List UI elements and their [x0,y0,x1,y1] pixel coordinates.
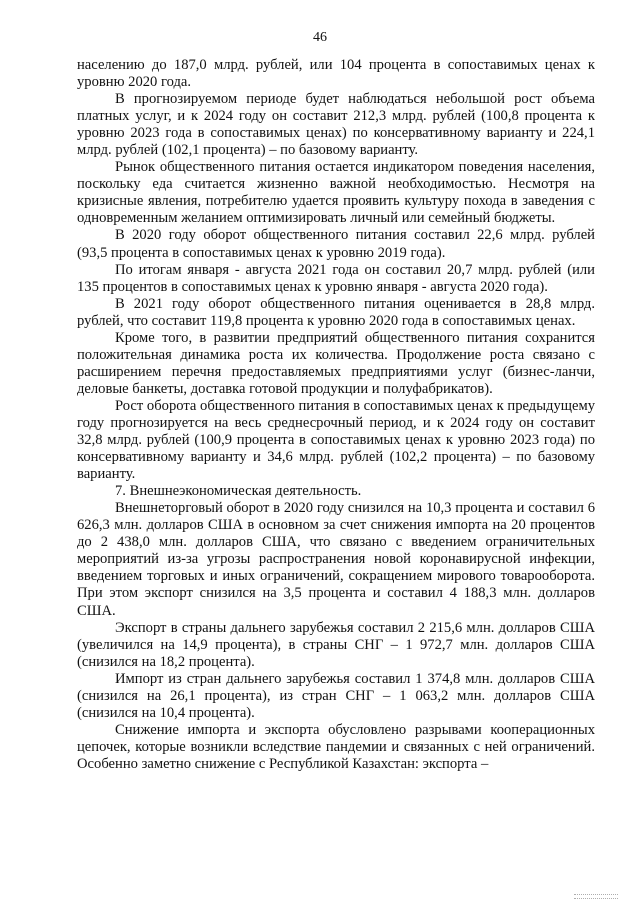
page-number: 46 [313,30,327,45]
paragraph: В прогнозируемом периоде будет наблюдаться небольшой рост объема платных услуг, и к 2024 году он составит 212,3 млрд. рублей (100,8 процента к уровню 2023 года в сопоставимых ценах) по консервативному варианту и 224,1 млрд. рублей (102,1 процента) – по базовому варианту. [77,91,595,159]
paragraph: Снижение импорта и экспорта обусловлено разрывами кооперационных цепочек, которые возникли вследствие пандемии и связанных с ней ограничений. Особенно заметно снижение с Республикой Казахстан: экспорта – [77,721,595,772]
paragraph: По итогам января - августа 2021 года он составил 20,7 млрд. рублей (или 135 процентов в сопоставимых ценах к уровню января - августа 2020 года). [77,261,595,295]
paragraph: Экспорт в страны дальнего зарубежья составил 2 215,6 млн. долларов США (увеличился на 14,9 процента), в страны СНГ – 1 972,7 млн. долларов США (снизился на 18,2 процента). [77,619,595,670]
paragraph: Рост оборота общественного питания в сопоставимых ценах к предыдущему году прогнозируется на весь среднесрочный период, и к 2024 году он составит 32,8 млрд. рублей (100,9 процента в сопоставимых ценах к уровню 2023 года) по консервативному варианту и 34,6 млрд. рублей (102,2 процента) – по базовому варианту. [77,397,595,483]
section-heading: 7. Внешнеэкономическая деятельность. [115,483,362,500]
paragraph: населению до 187,0 млрд. рублей, или 104 процента в сопоставимых ценах к уровню 2020 года. [77,57,595,91]
paragraph: В 2021 году оборот общественного питания оценивается в 28,8 млрд. рублей, что составит 119,8 процента к уровню 2020 года в сопоставимых ценах. [77,295,595,329]
document-body [77,57,595,773]
paragraph: В 2020 году оборот общественного питания составил 22,6 млрд. рублей (93,5 процента в сопоставимых ценах к уровню 2019 года). [77,227,595,261]
paragraph: Рынок общественного питания остается индикатором поведения населения, поскольку еда считается жизненно важной необходимостью. Несмотря на кризисные явления, потребителю удается проявить культуру похода в заведения с одновременным желанием оптимизировать личный или семейный бюджеты. [77,159,595,227]
paragraph: Внешнеторговый оборот в 2020 году снизился на 10,3 процента и составил 6 626,3 млн. долларов США в основном за счет снижения импорта на 20 процентов до 2 438,0 млн. долларов США, что связано с введением ограничительных мероприятий из-за угрозы распространения новой коронавирусной инфекции, введением торговых и иных ограничений, сокращением мирового товарооборота. При этом экспорт снизился на 3,5 процента и составил 4 188,3 млн. долларов США. [77,500,595,619]
scan-mark [574,894,618,899]
paragraph: Импорт из стран дальнего зарубежья составил 1 374,8 млн. долларов США (снизился на 26,1 процента), из стран СНГ – 1 063,2 млн. долларов США (снизился на 10,4 процента). [77,670,595,721]
paragraph: Кроме того, в развитии предприятий общественного питания сохранится положительная динамика роста их количества. Продолжение роста связано с расширением перечня предоставляемых предприятиями услуг (бизнес-ланчи, деловые банкеты, доставка готовой продукции и полуфабрикатов). [77,329,595,397]
